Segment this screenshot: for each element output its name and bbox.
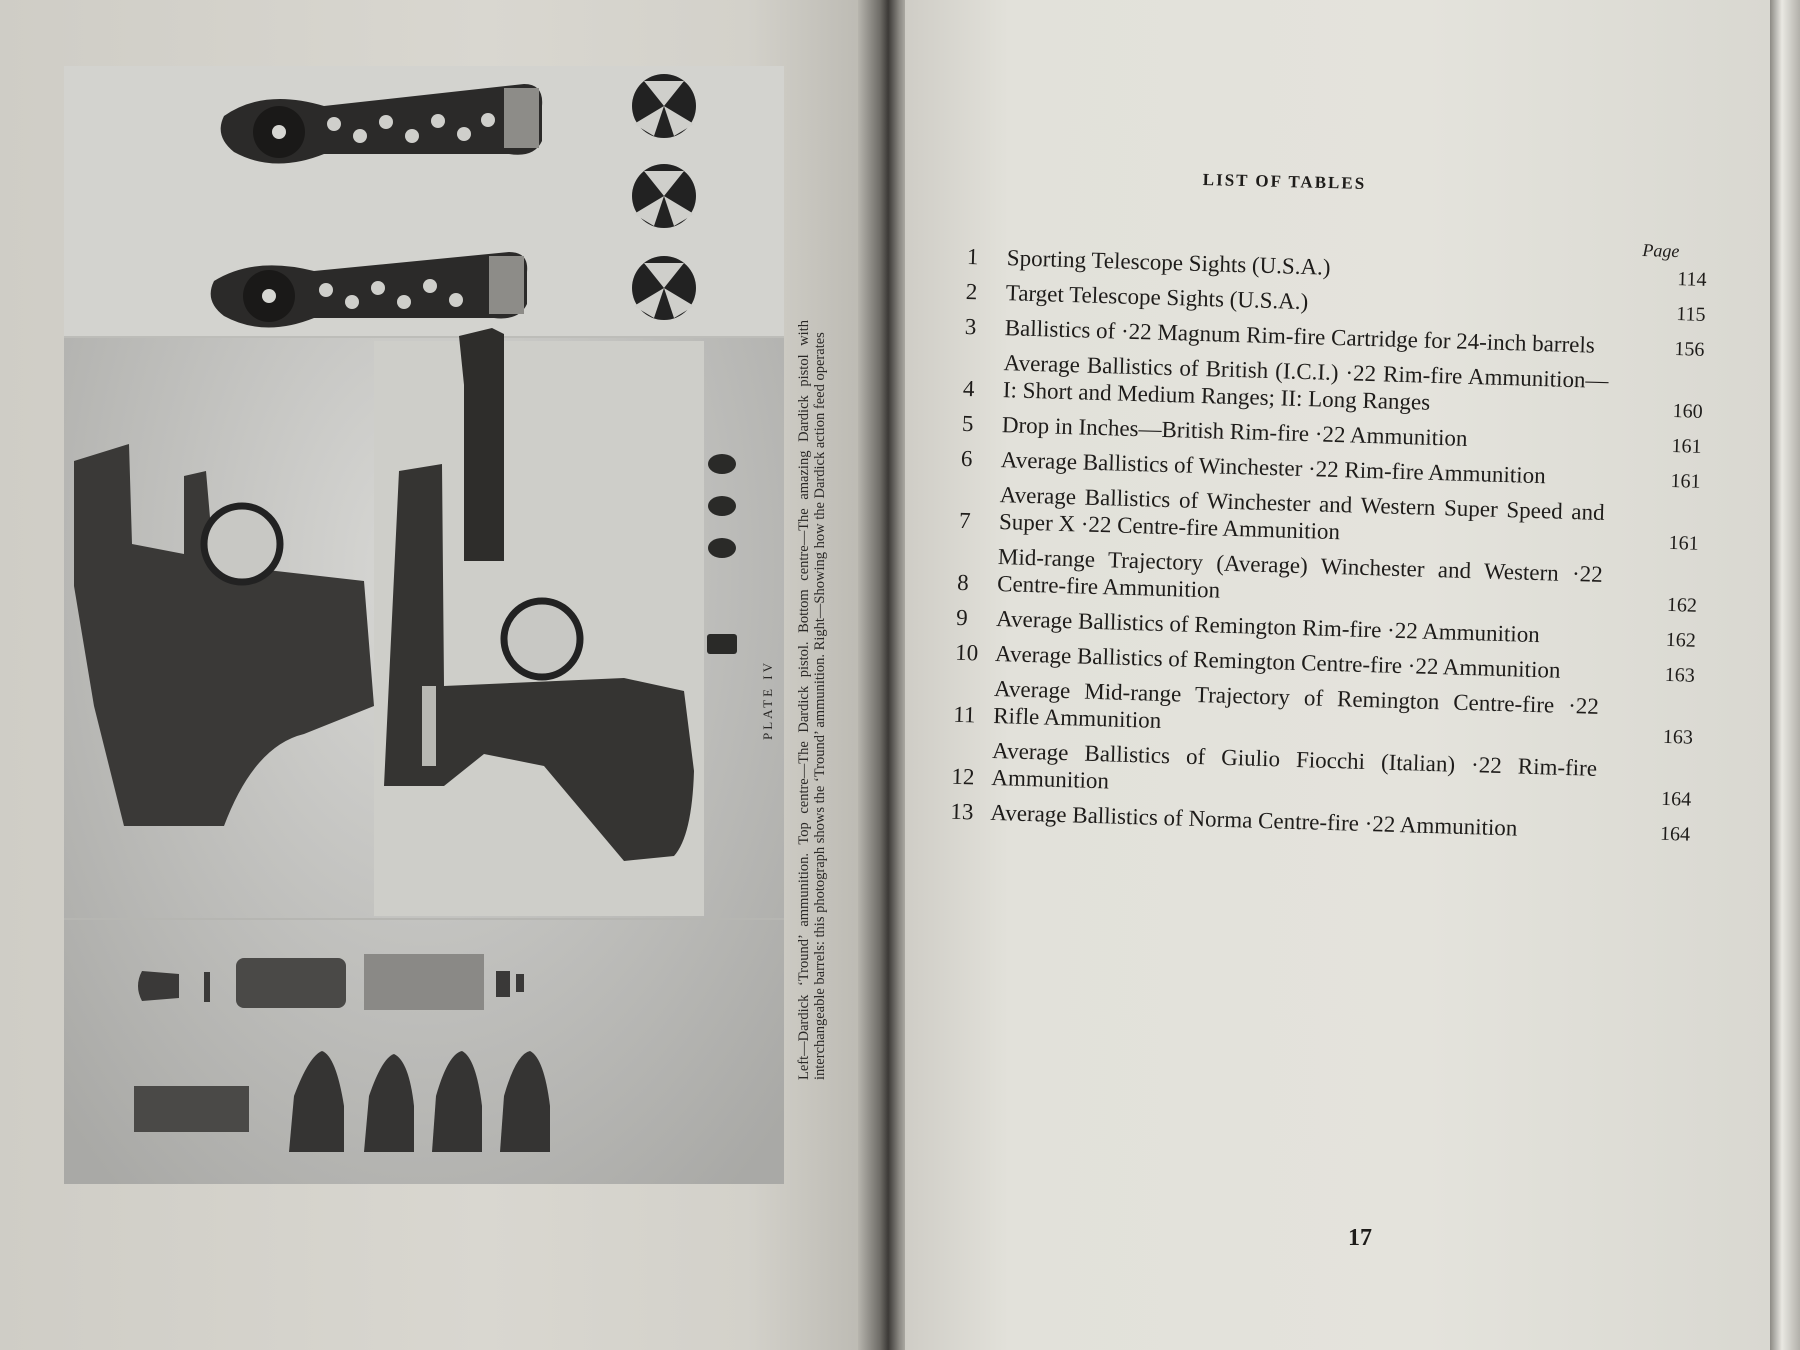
left-page: [0, 0, 880, 1350]
table-page: 114: [1676, 268, 1707, 291]
table-page: 162: [1666, 593, 1698, 617]
table-title: Average Ballistics of Winchester ·22 Rim-fire Ammunition: [1000, 447, 1547, 489]
table-number: 6: [960, 445, 973, 472]
table-page: 163: [1664, 663, 1696, 687]
plate-label: PLATE IV: [760, 660, 775, 740]
table-title: Average Ballistics of British (I.C.I.) ·22 Rim-fire Ammunition—I: Short and Medium Ranges; II: Long Ranges: [1002, 350, 1609, 415]
plate-image: [64, 66, 784, 1184]
table-page: 164: [1659, 822, 1691, 846]
table-title: Average Ballistics of Remington Rim-fire ·22 Ammunition: [995, 606, 1541, 648]
list-of-tables-heading: LIST OF TABLES: [1202, 170, 1367, 193]
table-title: Average Ballistics of Giulio Fiocchi (Italian) ·22 Rim-fire Ammunition: [991, 737, 1598, 794]
page-edge: [1770, 0, 1800, 1350]
table-title: Target Telescope Sights (U.S.A.): [1005, 280, 1309, 315]
page-column-header: Page: [1642, 240, 1680, 262]
table-number: 4: [962, 375, 975, 402]
table-page: 161: [1668, 531, 1700, 555]
table-title: Average Ballistics of Remington Centre-fire ·22 Ammunition: [994, 641, 1561, 683]
table-number: 10: [954, 639, 979, 666]
cylinder-diagrams: [632, 74, 696, 320]
table-page: 161: [1670, 469, 1701, 493]
table-title: Mid-range Trajectory (Average) Winchester and Western ·22 Centre-fire Ammunition: [996, 544, 1604, 603]
table-title: Average Ballistics of Norma Centre-fire ·22 Ammunition: [990, 799, 1518, 841]
table-number: 13: [950, 798, 974, 825]
table-page: 160: [1672, 399, 1703, 423]
table-page: 115: [1675, 303, 1706, 326]
table-title: Average Ballistics of Winchester and Western Super Speed and Super X ·22 Centre-fire Ammunition: [998, 482, 1605, 545]
table-page: 156: [1674, 338, 1705, 361]
table-entries: [950, 243, 1707, 847]
table-number: 3: [964, 313, 977, 340]
table-title: Sporting Telescope Sights (U.S.A.): [1006, 245, 1331, 280]
table-number: 2: [965, 278, 978, 305]
caption-text: Left—Dardick ‘Tround’ ammunition. Top centre—The Dardick pistol. Bottom centre—The amazing Dardick pistol with interchangeable barrels: this photograph shows the ‘Tround’ ammunition. Right—Showing how the Dardick action feed operates: [796, 320, 828, 1080]
table-page: 161: [1671, 434, 1702, 458]
table-number: 8: [956, 569, 970, 596]
table-page: 164: [1660, 787, 1692, 811]
list-of-tables: [950, 220, 1708, 855]
table-number: 5: [961, 410, 974, 437]
table-number: 1: [966, 243, 979, 270]
table-page: 162: [1665, 628, 1697, 652]
table-title: Ballistics of ·22 Magnum Rim-fire Cartridge for 24-inch barrels: [1004, 315, 1596, 358]
table-number: 11: [952, 701, 976, 728]
page-number: 17: [1348, 1225, 1372, 1251]
table-number: 12: [951, 763, 975, 790]
plate-photograph: [64, 66, 784, 1184]
table-number: 9: [955, 604, 969, 631]
table-title: Drop in Inches—British Rim-fire ·22 Ammunition: [1001, 412, 1468, 451]
table-title: Average Mid-range Trajectory of Remington Centre-fire ·22 Rifle Ammunition: [992, 675, 1600, 733]
table-page: 163: [1662, 725, 1694, 749]
table-number: 7: [958, 507, 971, 534]
